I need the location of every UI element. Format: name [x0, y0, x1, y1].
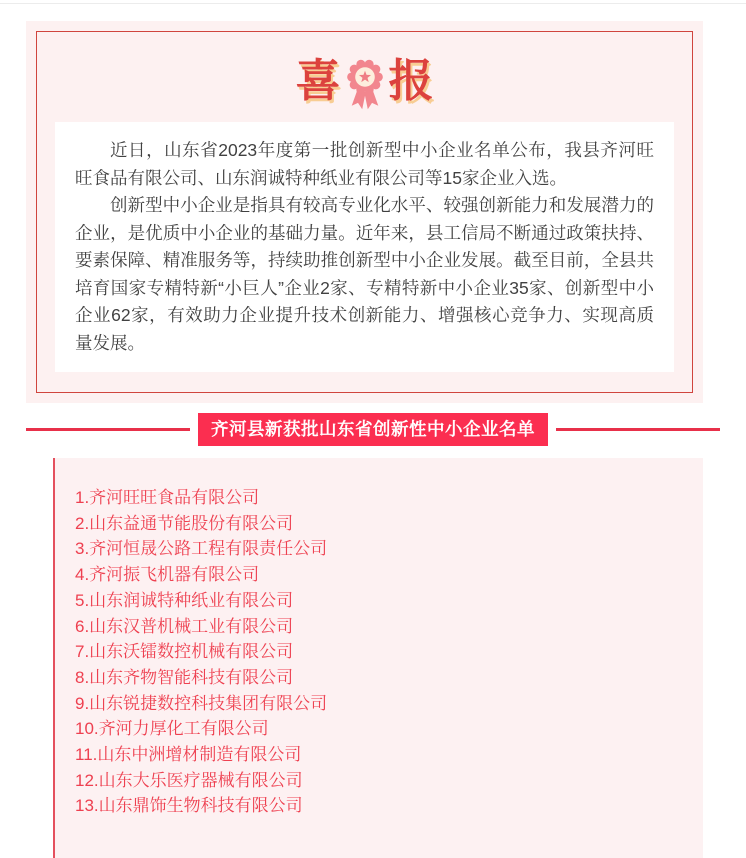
decorative-line-right — [556, 428, 720, 431]
title-char-right: 报 — [388, 54, 434, 106]
decorative-line-left — [26, 428, 190, 431]
section-title-banner: 齐河县新获批山东省创新性中小企业名单 — [198, 413, 548, 446]
company-list-item: 6.山东汉普机械工业有限公司 — [75, 616, 294, 636]
company-list-panel — [53, 458, 703, 858]
company-list-item: 4.齐河振飞机器有限公司 — [75, 565, 260, 585]
section-header — [26, 413, 720, 446]
announcement-paragraph: 创新型中小企业是指具有较高专业化水平、较强创新能力和发展潜力的企业，是优质中小企业的基础力量。近年来，县工信局不断通过政策扶持、要素保障、精准服务等，持续助推创新型中小企业发展。截至目前，全县共培育国家专精特新“小巨人”企业2家、专精特新中小企业35家、创新型中小企业62家，有效助力企业提升技术创新能力、增强核心竞争力、实现高质量发展。 — [75, 195, 654, 353]
company-list-item: 1.齐河旺旺食品有限公司 — [75, 488, 260, 507]
company-list-item: 2.山东益通节能股份有限公司 — [75, 513, 294, 533]
company-list-item: 9.山东锐捷数控科技集团有限公司 — [75, 693, 328, 713]
top-divider — [0, 3, 746, 4]
company-list-item: 3.齐河恒晟公路工程有限责任公司 — [75, 539, 328, 559]
company-list-item: 13.山东鼎饰生物科技有限公司 — [75, 796, 303, 816]
title-char-left: 喜 — [295, 54, 341, 106]
announcement-body — [55, 122, 674, 372]
announcement-border-box — [36, 31, 693, 393]
company-list-item: 7.山东沃镭数控机械有限公司 — [75, 642, 294, 662]
company-list-item: 8.山东齐物智能科技有限公司 — [75, 667, 294, 687]
page-title — [55, 48, 674, 112]
announcement-panel — [26, 21, 703, 403]
company-list-item: 11.山东中洲增材制造有限公司 — [75, 745, 302, 765]
medal-icon — [344, 56, 386, 117]
company-list-item: 5.山东润诚特种纸业有限公司 — [75, 590, 294, 610]
company-list-item: 12.山东大乐医疗器械有限公司 — [75, 770, 303, 790]
company-list-item: 10.齐河力厚化工有限公司 — [75, 719, 269, 739]
announcement-paragraph: 近日，山东省2023年度第一批创新型中小企业名单公布，我县齐河旺旺食品有限公司、山东润诚特种纸业有限公司等15家企业入选。 — [75, 140, 654, 188]
